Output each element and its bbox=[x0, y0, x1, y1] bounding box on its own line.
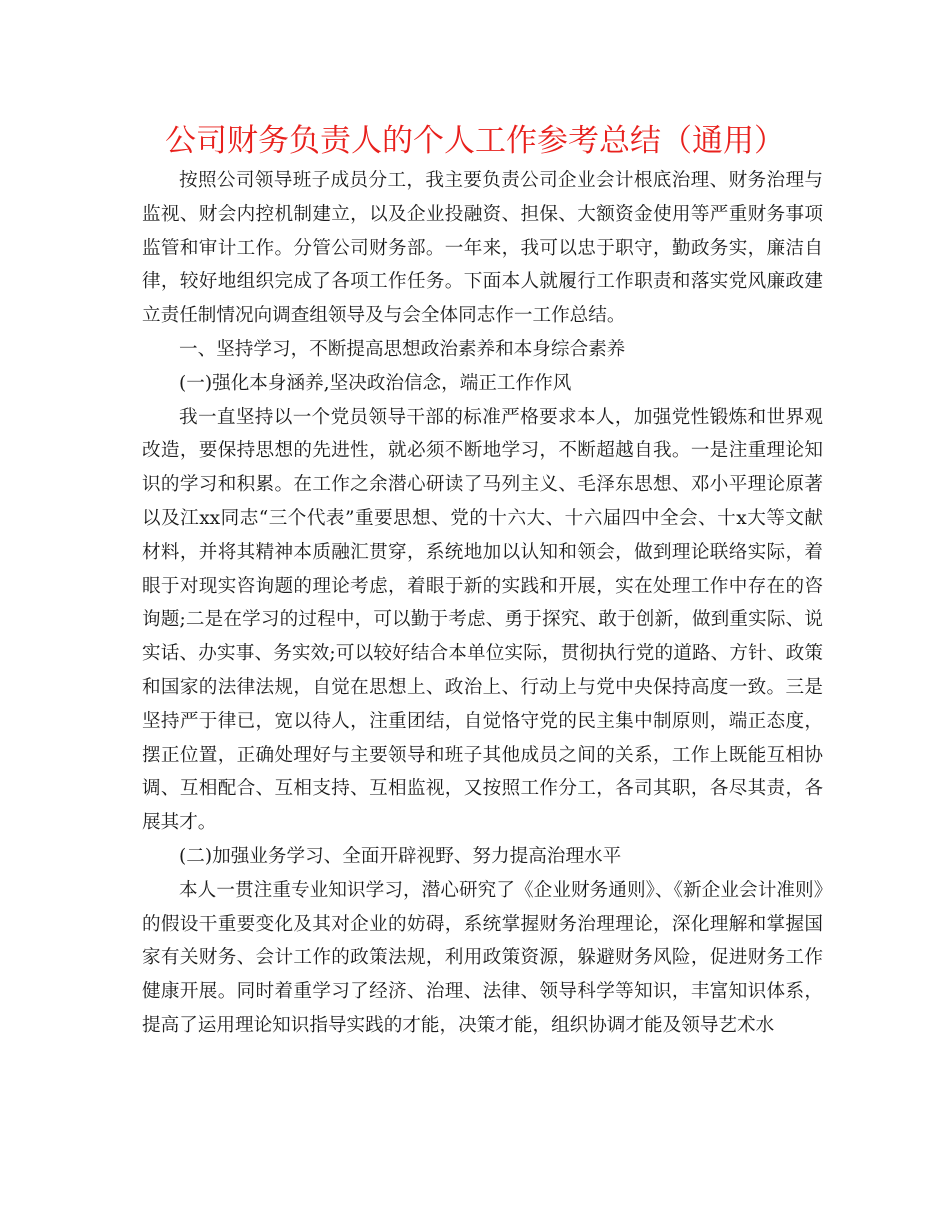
subsection-heading-2: (二)加强业务学习、全面开辟视野、努力提高治理水平 bbox=[179, 845, 622, 867]
intro-paragraph: 按照公司领导班子成员分工，我主要负责公司企业会计根底治理、财务治理与监视、财会内控机制建立，以及企业投融资、担保、大额资金使用等严重财务事项监管和审计工作。分管公司财务部。一年来，我可以忠于职守，勤政务实，廉洁自律，较好地组织完成了各项工作任务。下面本人就履行工作职责和落实党风廉政建立责任制情况向调查组领导及与会全体同志作一工作总结。 bbox=[142, 170, 823, 327]
section-heading-1: 一、坚持学习，不断提高思想政治素养和本身综合素养 bbox=[179, 338, 626, 360]
document-title: 公司财务负责人的个人工作参考总结（通用） bbox=[165, 123, 785, 159]
body-paragraph-2: 本人一贯注重专业知识学习，潜心研究了《企业财务通则》、《新企业会计准则》的假设干重要变化及其对企业的妨碍，系统掌握财务治理理论，深化理解和掌握国家有关财务、会计工作的政策法规，利用政策资源，躲避财务风险，促进财务工作健康开展。同时着重学习了经济、治理、法律、领导科学等知识，丰富知识体系，提高了运用理论知识指导实践的才能，决策才能，组织协调才能及领导艺术水 bbox=[142, 879, 823, 1036]
subsection-heading-1: (一)强化本身涵养,坚决政治信念，端正工作作风 bbox=[179, 372, 572, 394]
body-paragraph-1: 我一直坚持以一个党员领导干部的标准严格要求本人，加强党性锻炼和世界观改造，要保持思想的先进性，就必须不断地学习，不断超越自我。一是注重理论知识的学习和积累。在工作之余潜心研读了马列主义、毛泽东思想、邓小平理论原著以及江xx同志“三个代表”重要思想、党的十六大、十六届四中全会、十x大等文献材料，并将其精神本质融汇贯穿，系统地加以认知和领会，做到理论联络实际，着眼于对现实咨询题的理论考虑，着眼于新的实践和开展，实在处理工作中存在的咨询题;二是在学习的过程中，可以勤于考虑、勇于探究、敢于创新，做到重实际、说实话、办实事、务实效;可以较好结合本单位实际，贯彻执行党的道路、方针、政策和国家的法律法规，自觉在思想上、政治上、行动上与党中央保持高度一致。三是坚持严于律已，宽以待人，注重团结，自觉恪守党的民主集中制原则，端正态度，摆正位置，正确处理好与主要领导和班子其他成员之间的关系，工作上既能互相协调、互相配合、互相支持、互相监视，又按照工作分工，各司其职，各尽其责，各展其才。 bbox=[142, 406, 823, 834]
document-body bbox=[142, 164, 823, 1043]
